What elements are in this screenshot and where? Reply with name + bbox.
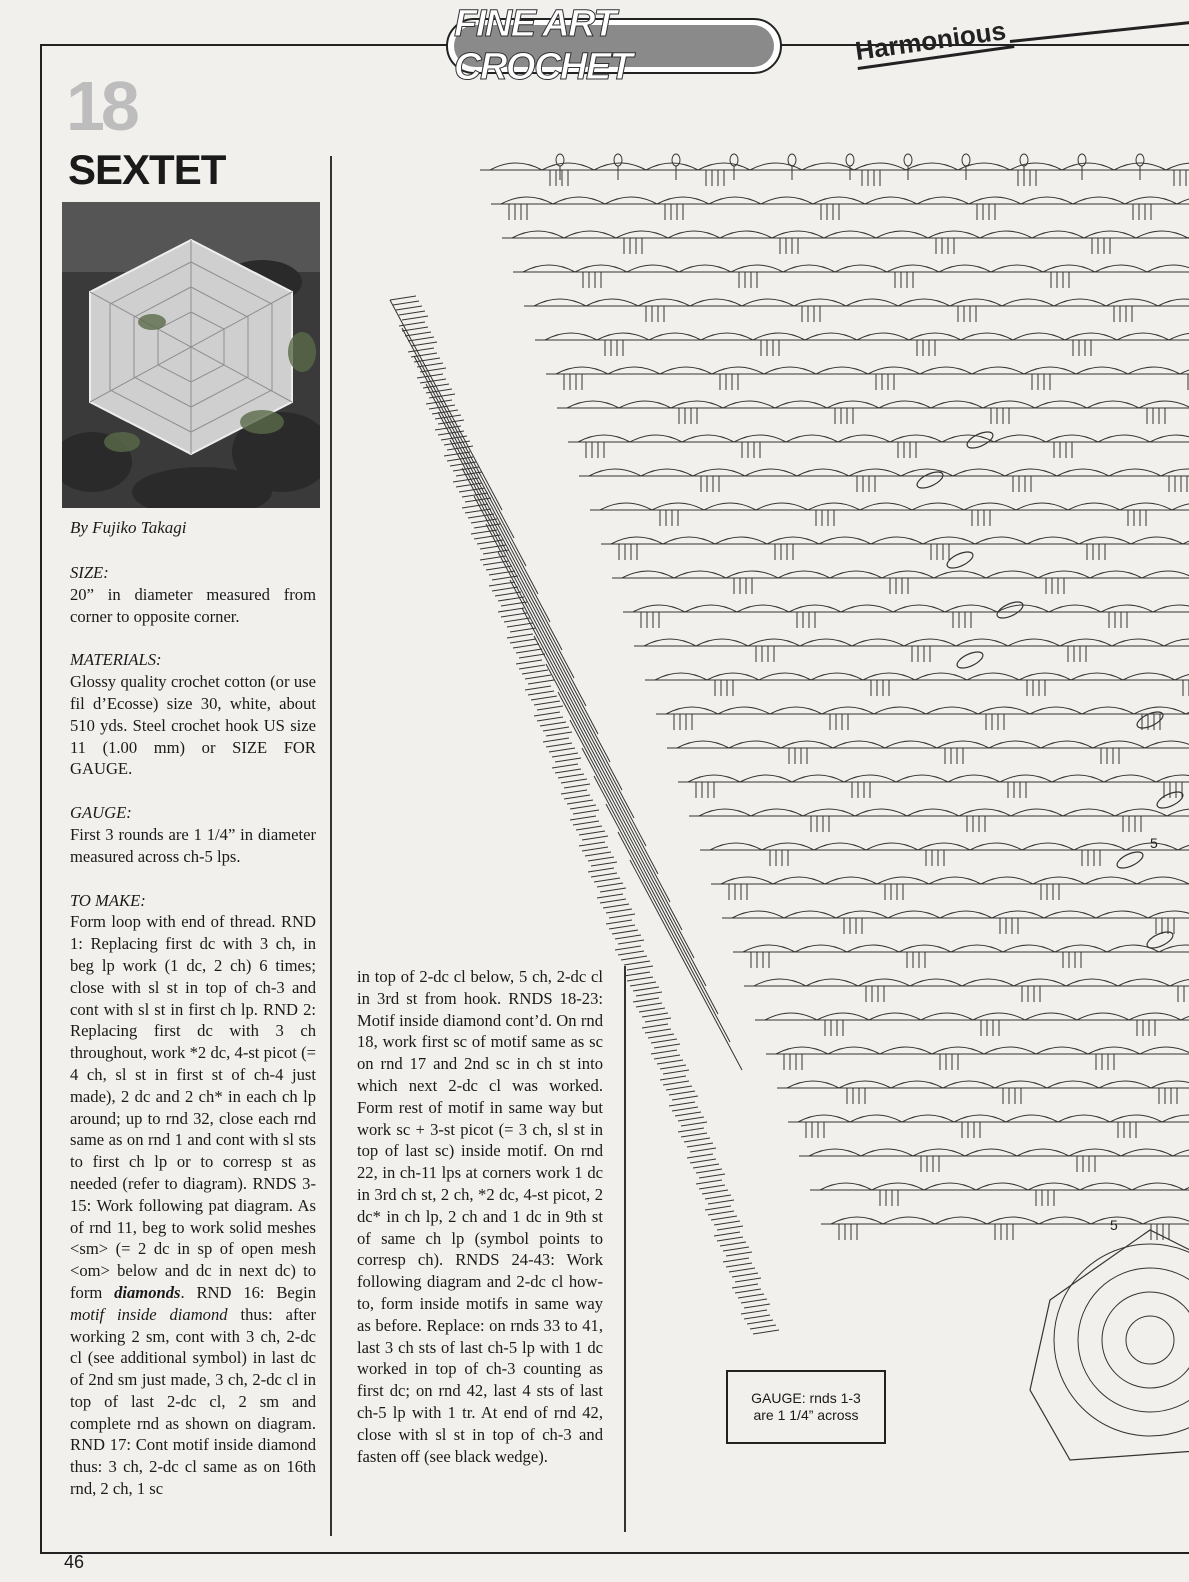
- series-title: FINE ART CROCHET: [454, 3, 632, 88]
- page-number: 46: [64, 1552, 85, 1572]
- byline: By Fujiko Takagi: [70, 518, 187, 537]
- pattern-number: 18: [66, 67, 136, 145]
- column-divider-1: [330, 156, 332, 1536]
- tagline-rule: [1010, 19, 1189, 43]
- to-make-text-1: Form loop with end of thread. RND 1: Replacing first dc with 3 ch, in beg lp work (1 dc, 2 ch) 6 times; close with sl st in top of ch-3 and cont with sl st in first ch lp. RND 2: Replacing first dc with 3 ch throughout, work *2 dc, 4-st picot (= 4 ch, sl st in first st of ch-4 just made), 2 dc and 2 ch* in each ch lp around; up to rnd 32, close each rnd same as on rnd 1 and cont with sl sts to first ch lp or to corresp st as needed (refer to diagram). RNDS 3-15: Work following pat diagram. As of rnd 11, beg to work solid meshes <sm> (= 2 dc in sp of open mesh <om> below and dc in next dc) to form diamonds. RND 16: Begin motif inside diamond thus: after working 2 sm, cont with 3 ch, 2-dc cl (see additional symbol) in last dc of 2nd sm just made, 3 ch, 2-dc cl in top of last 2-dc cl, 2 sm and complete rnd as shown on diagram. RND 17: Cont motif inside diamond thus: 3 ch, 2-dc cl same as on 16th rnd, 2 ch, 1 sc: [70, 912, 316, 1499]
- gauge-text: First 3 rounds are 1 1/4” in diameter measured across ch-5 lps.: [70, 824, 316, 866]
- doily-photo: [62, 202, 320, 508]
- text-column-1: [70, 562, 316, 1500]
- series-banner: [446, 3, 782, 88]
- size-text: 20” in diameter measured from corner to opposite corner.: [70, 584, 316, 626]
- to-make-text-2: in top of 2-dc cl below, 5 ch, 2-dc cl in 3rd st from hook. RNDS 18-23: Motif inside diamond cont’d. On rnd 18, work first sc of motif same as sc on rnd 17 and 2nd sc in ch st into which next 2-dc cl was worked. Form rest of motif in same way but work sc + 3-st picot (= 3 ch, sl st in top of last sc) inside motif. On rnd 22, in ch-11 lps at corners work 1 dc in 3rd ch st, 2 ch, *2 dc, 4-st picot, 2 dc* in ch lp, 2 ch and 1 dc in 9th st of same ch lp (symbol points to corresp ch). RNDS 24-43: Work following diagram and 2-dc cl how-to, form inside motifs in same way as before. Replace: on rnds 33 to 41, last 3 ch sts of last ch-5 lp with 1 dc worked in top of ch-3 counting as first dc; on rnd 42, last 4 sts of last ch-5 lp with 1 tr. At end of rnd 42, close with sl st in top of ch-3 and fasten off (see black wedge).: [357, 967, 603, 1466]
- to-make-heading: TO MAKE:: [70, 890, 146, 910]
- pattern-title: SEXTET: [68, 146, 226, 193]
- gauge-heading: GAUGE:: [70, 803, 132, 823]
- gauge-box: [726, 1370, 886, 1444]
- materials-heading: MATERIALS:: [70, 650, 162, 670]
- gauge-box-line1: GAUGE: rnds 1-3: [751, 1390, 861, 1406]
- size-heading: SIZE:: [70, 563, 109, 582]
- gauge-box-line2: are 1 1/4” across: [753, 1407, 859, 1423]
- diagram-label-5b: 5: [1110, 1217, 1118, 1233]
- diagram-label-5a: 5: [1150, 835, 1158, 851]
- materials-text: Glossy quality crochet cotton (or use fil d’Ecosse) size 30, white, about 510 yds. Steel crochet hook US size 11 (1.00 mm) or SIZE FOR GAUGE.: [70, 672, 316, 779]
- tagline: Harmonious: [853, 14, 1014, 70]
- crochet-chart: [370, 140, 1189, 1480]
